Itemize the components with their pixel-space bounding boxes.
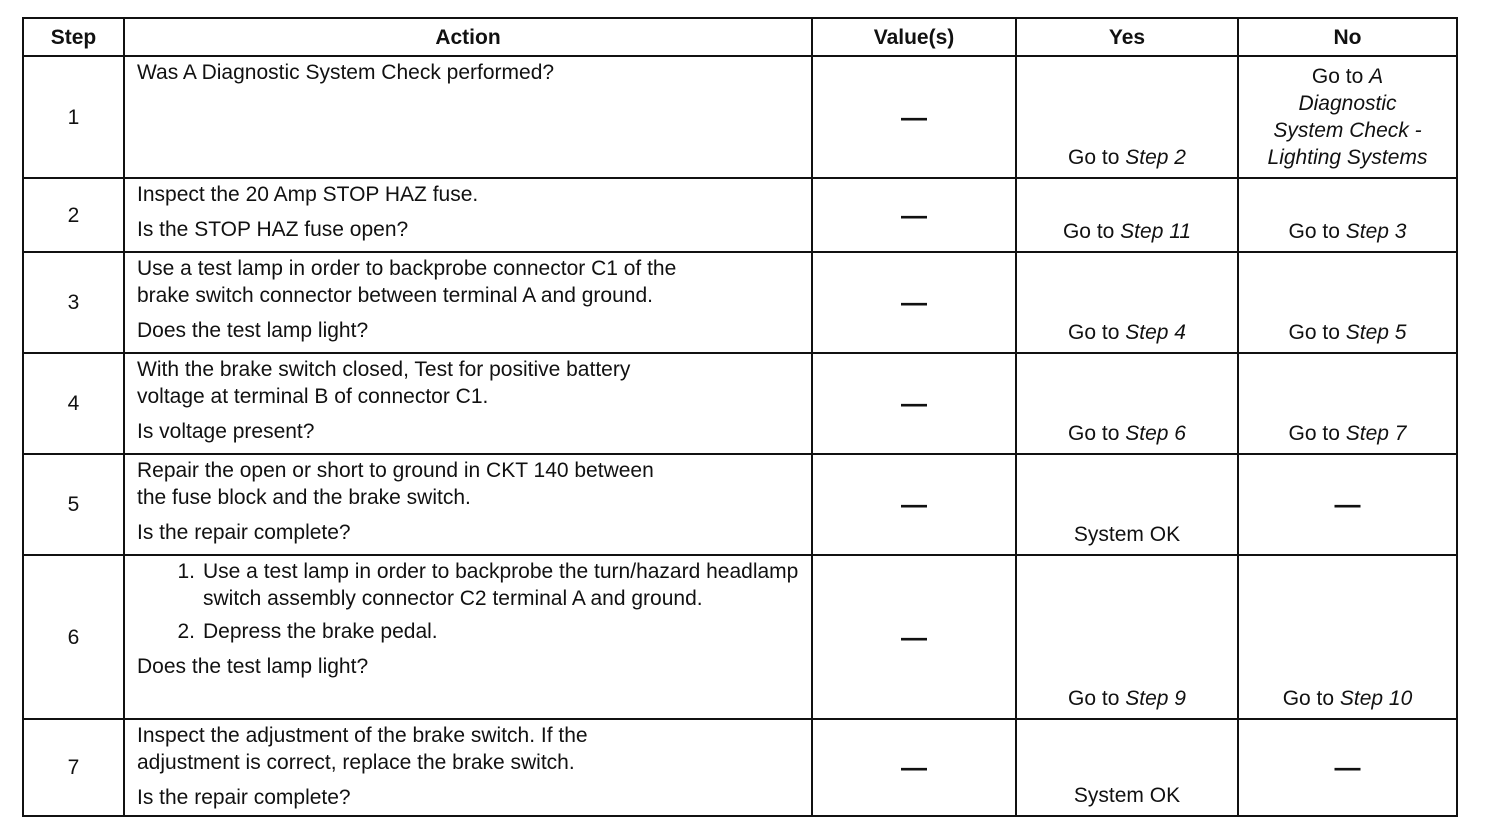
header-values: Value(s) [812,18,1016,56]
yes-cell [1016,56,1238,178]
goto-prefix: Go to [1068,687,1126,710]
header-action: Action [124,18,812,56]
action-line: Inspect the adjustment of the brake switch. If the [137,724,588,747]
goto-link: Diagnostic [1298,92,1397,115]
yes-result: System OK [1073,523,1181,546]
step-number: 1 [23,56,124,178]
action-question: Does the test lamp light? [137,319,369,342]
value-cell: — [812,252,1016,353]
goto-link: Step 6 [1125,422,1186,445]
list-item [137,618,801,645]
goto-link: Lighting Systems [1267,146,1428,169]
no-cell: — [1238,719,1457,816]
action-question: Is the repair complete? [137,786,351,809]
table-row [23,178,1457,252]
goto-prefix: Go to [1282,687,1340,710]
action-question: Is voltage present? [137,420,315,443]
list-item-text: Depress the brake pedal. [203,620,438,643]
yes-cell [1016,178,1238,252]
action-cell [124,454,812,555]
value-cell: — [812,555,1016,719]
action-cell [124,719,812,816]
diagnostic-table [22,17,1458,817]
action-line: Was A Diagnostic System Check performed? [137,61,555,84]
no-cell [1238,555,1457,719]
value-cell: — [812,178,1016,252]
action-cell [124,178,812,252]
action-sublist [137,558,801,645]
goto-link: Step 4 [1125,321,1186,344]
table-row [23,454,1457,555]
yes-result: System OK [1073,784,1181,807]
yes-cell [1016,719,1238,816]
yes-goto[interactable] [1063,220,1191,243]
action-cell [124,353,812,454]
yes-goto[interactable] [1068,687,1186,710]
table-row [23,353,1457,454]
goto-link: Step 3 [1345,220,1407,243]
value-cell: — [812,719,1016,816]
header-no: No [1238,18,1457,56]
goto-prefix: Go to [1288,321,1346,344]
goto-prefix: Go to [1068,146,1126,169]
list-item-number: 2. [177,620,195,643]
table-row [23,719,1457,816]
no-cell: — [1238,454,1457,555]
no-cell [1238,252,1457,353]
table-row [23,252,1457,353]
action-line: voltage at terminal B of connector C1. [137,385,489,408]
action-cell [124,252,812,353]
action-line: Use a test lamp in order to backprobe connector C1 of the [137,257,677,280]
action-question: Does the test lamp light? [137,655,369,678]
yes-cell [1016,353,1238,454]
goto-link: Step 7 [1345,422,1407,445]
step-number: 6 [23,555,124,719]
step-number: 5 [23,454,124,555]
no-cell [1238,178,1457,252]
action-question: Is the STOP HAZ fuse open? [137,218,409,241]
goto-link: System Check - [1273,119,1422,142]
no-goto[interactable] [1289,422,1407,445]
list-item-text: Use a test lamp in order to backprobe the turn/hazard headlamp switch assembly connector C2 terminal A and ground. [203,560,799,610]
value-cell: — [812,353,1016,454]
goto-link: Step 2 [1125,146,1186,169]
no-cell [1238,56,1457,178]
action-question: Is the repair complete? [137,521,351,544]
step-number: 2 [23,178,124,252]
no-goto[interactable] [1289,220,1407,243]
goto-link: Step 11 [1120,220,1192,243]
no-goto[interactable] [1283,687,1413,710]
action-line: Repair the open or short to ground in CKT 140 between [137,459,654,482]
goto-prefix: Go to [1288,220,1346,243]
yes-cell [1016,252,1238,353]
step-number: 3 [23,252,124,353]
action-line: adjustment is correct, replace the brake switch. [137,751,575,774]
goto-link: Step 10 [1339,687,1413,710]
header-yes: Yes [1016,18,1238,56]
action-cell [124,555,812,719]
list-item [137,558,801,612]
yes-goto[interactable] [1068,422,1186,445]
yes-cell [1016,555,1238,719]
header-row [23,18,1457,56]
goto-link: A [1369,65,1384,88]
action-line: Inspect the 20 Amp STOP HAZ fuse. [137,183,479,206]
table-row [23,56,1457,178]
action-line: brake switch connector between terminal A and ground. [137,284,653,307]
goto-prefix: Go to [1311,65,1370,88]
goto-link: Step 9 [1125,687,1186,710]
goto-prefix: Go to [1288,422,1346,445]
list-item-number: 1. [177,560,195,583]
yes-goto[interactable] [1068,321,1186,344]
action-line: the fuse block and the brake switch. [137,486,471,509]
table-row [23,555,1457,719]
no-cell [1238,353,1457,454]
step-number: 7 [23,719,124,816]
goto-prefix: Go to [1068,422,1126,445]
no-goto[interactable] [1289,321,1407,344]
goto-prefix: Go to [1062,220,1121,243]
step-number: 4 [23,353,124,454]
goto-link: Step 5 [1345,321,1407,344]
value-cell: — [812,56,1016,178]
action-cell [124,56,812,178]
header-step: Step [23,18,124,56]
no-goto[interactable] [1239,63,1456,171]
action-line: With the brake switch closed, Test for positive battery [137,358,631,381]
goto-prefix: Go to [1068,321,1126,344]
value-cell: — [812,454,1016,555]
yes-goto[interactable] [1068,146,1186,169]
yes-cell [1016,454,1238,555]
